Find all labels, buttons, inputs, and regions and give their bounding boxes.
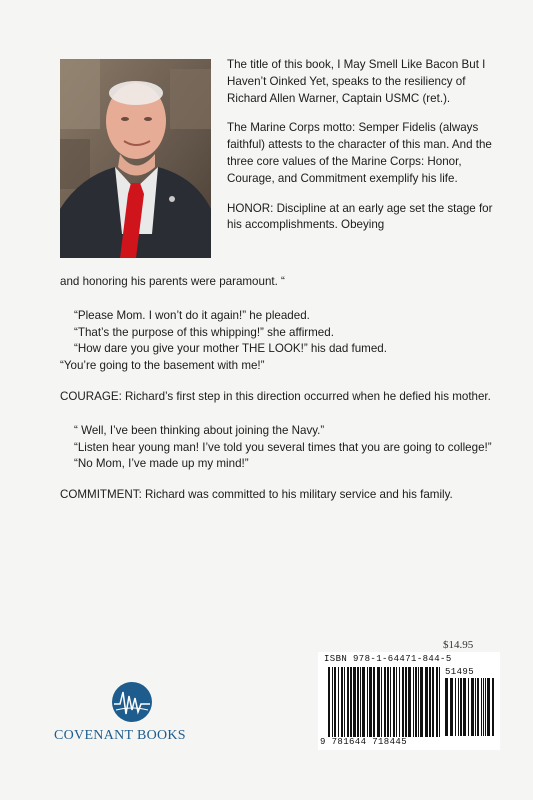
barcode-bar: [415, 667, 417, 737]
barcode-bar: [402, 667, 404, 737]
barcode-bar: [485, 678, 486, 736]
barcode-bar: [487, 678, 490, 736]
intro-paragraph-3: HONOR: Discipline at an early age set the stage for his accomplishments. Obeying: [227, 201, 493, 232]
barcode-bar: [369, 667, 372, 737]
barcode-bar: [418, 667, 419, 737]
quote-7: “No Mom, I’ve made up my mind!”: [74, 457, 249, 471]
barcode-bar: [341, 667, 343, 737]
barcode-bar: [347, 667, 349, 737]
barcode-addon-text: 51495: [445, 667, 475, 677]
barcode-bar: [483, 678, 484, 736]
barcode-bar: [413, 667, 414, 737]
barcode-bar: [475, 678, 476, 736]
barcode-bar: [357, 667, 359, 737]
barcode-bar: [477, 678, 479, 736]
publisher-name: COVENANT BOOKS: [54, 728, 186, 743]
barcode-bar: [377, 667, 380, 737]
intro-text: [227, 57, 495, 234]
barcode-bar: [387, 667, 389, 737]
barcode-bar: [432, 667, 434, 737]
quote-6: “Listen hear young man! I’ve told you several times that you are going to college!”: [74, 440, 492, 454]
courage-paragraph: COURAGE: Richard’s first step in this direction occurred when he defied his mother.: [60, 389, 491, 403]
barcode-bar: [420, 667, 423, 737]
price-label: $14.95: [443, 639, 474, 651]
commitment-paragraph: COMMITMENT: Richard was committed to his military service and his family.: [60, 488, 453, 502]
barcode-bar: [384, 667, 386, 737]
barcode-bar: [481, 678, 482, 736]
barcode-bar: [390, 667, 391, 737]
barcode-bar: [471, 678, 474, 736]
barcode-bar: [425, 667, 428, 737]
barcode-bar: [492, 678, 494, 736]
barcode-bar: [463, 678, 466, 736]
barcode-bar: [429, 667, 431, 737]
intro-paragraph-2: The Marine Corps motto: Semper Fidelis (always faithful) attests to the character of this man. And the three core values of the Marine Corps: Honor, Courage, and Commitment exemplify his life.: [227, 121, 492, 185]
barcode-addon-bars: [445, 678, 495, 736]
ean-digits: 9 781644 718445: [320, 737, 408, 747]
quote-4: “You’re going to the basement with me!”: [60, 359, 265, 373]
barcode-bar: [439, 667, 440, 737]
barcode-bar: [350, 667, 352, 737]
barcode-bar: [381, 667, 382, 737]
barcode-bar: [353, 667, 356, 737]
barcode-bar: [334, 667, 336, 737]
barcode-bar: [436, 667, 438, 737]
barcode-bar: [344, 667, 345, 737]
barcode-bar: [360, 667, 361, 737]
barcode-bar: [468, 678, 469, 736]
barcode-bar: [445, 678, 448, 736]
barcode-bar: [332, 667, 333, 737]
honor-continuation: and honoring his parents were paramount. “: [60, 275, 285, 288]
quote-2: “That’s the purpose of this whipping!” she affirmed.: [74, 325, 334, 339]
barcode-bar: [458, 678, 459, 736]
quote-3: “How dare you give your mother THE LOOK!” his dad fumed.: [74, 342, 387, 356]
barcode-bar: [450, 678, 453, 736]
barcode-bar: [328, 667, 330, 737]
body-text: [60, 274, 500, 504]
barcode-bar: [362, 667, 365, 737]
barcode-bar: [393, 667, 395, 737]
isbn-text: ISBN 978-1-64471-844-5: [324, 654, 452, 664]
barcode-bar: [373, 667, 375, 737]
barcode-bar: [460, 678, 462, 736]
barcode-bar: [396, 667, 397, 737]
barcode-bar: [455, 678, 456, 736]
barcode-bar: [405, 667, 407, 737]
barcode-bar: [338, 667, 339, 737]
intro-paragraph-1: The title of this book, I May Smell Like Bacon But I Haven’t Oinked Yet, speaks to the resiliency of Richard Allen Warner, Captain USMC (ret.).: [227, 58, 486, 105]
barcode-bar: [399, 667, 400, 737]
quote-5: “ Well, I’ve been thinking about joining the Navy.”: [74, 423, 325, 437]
barcode: [318, 652, 500, 750]
quote-1: “Please Mom. I won’t do it again!” he pleaded.: [74, 308, 310, 322]
barcode-bar: [367, 667, 368, 737]
barcode-bar: [408, 667, 411, 737]
barcode-bars: [328, 667, 440, 737]
author-photo: [60, 59, 211, 258]
